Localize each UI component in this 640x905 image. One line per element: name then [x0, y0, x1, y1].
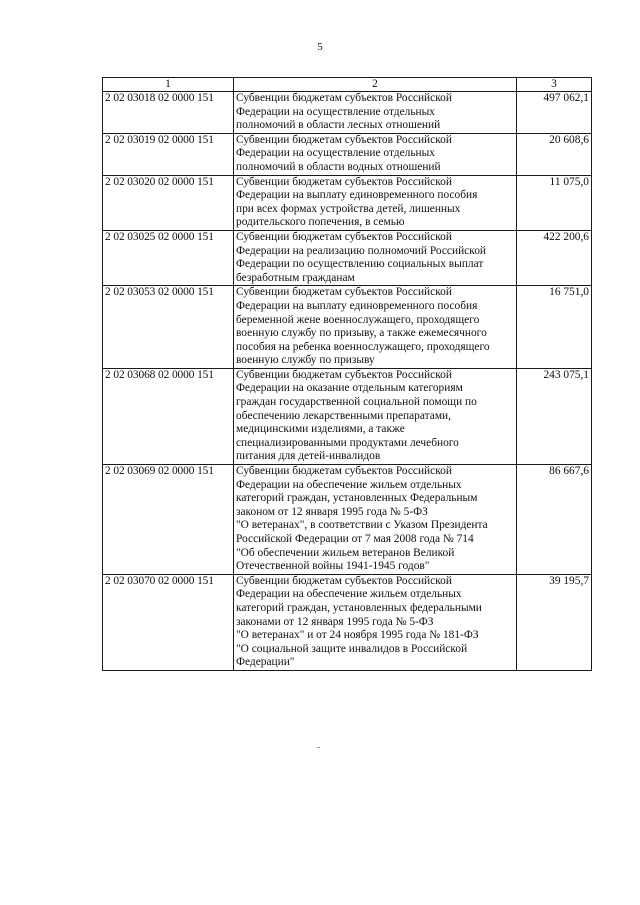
- amount-cell: 39 195,7: [517, 574, 592, 670]
- description-line: Федерации на выплату единовременного пособия: [236, 189, 478, 202]
- description-line: Субвенции бюджетам субъектов Российской: [236, 574, 452, 587]
- amount-cell: 16 751,0: [517, 286, 592, 369]
- description-line: Федерации на осуществление отдельных: [236, 105, 435, 118]
- description-line: Субвенции бюджетам субъектов Российской: [236, 286, 452, 299]
- description-line: Субвенции бюджетам субъектов Российской: [236, 368, 452, 381]
- table-body: [103, 92, 592, 671]
- description-line: безработным гражданам: [236, 271, 355, 284]
- description-line: питания для детей-инвалидов: [236, 450, 381, 463]
- amount-cell: 422 200,6: [517, 230, 592, 285]
- description-line: граждан государственной социальной помощи по: [236, 396, 477, 409]
- description-line: обеспечению лекарственными препаратами,: [236, 409, 451, 422]
- column-header-amount: 3: [517, 78, 592, 92]
- budget-code-cell: 2 02 03020 02 0000 151: [103, 175, 234, 230]
- description-line: "О ветеранах" и от 24 ноября 1995 года № 181-ФЗ: [236, 629, 479, 642]
- scan-mark: [317, 747, 320, 748]
- amount-cell: 497 062,1: [517, 92, 592, 134]
- description-line: полномочий в области лесных отношений: [236, 119, 441, 132]
- amount-cell: 20 608,6: [517, 133, 592, 175]
- description-cell: [234, 230, 517, 285]
- description-line: "Об обеспечении жильем ветеранов Великой: [236, 546, 455, 559]
- table-row: [103, 465, 592, 575]
- description-line: категорий граждан, установленных Федеральным: [236, 492, 478, 505]
- description-line: родительского попечения, в семью: [236, 216, 405, 229]
- description-line: Федерации на реализацию полномочий Российской: [236, 244, 486, 257]
- description-line: законом от 12 января 1995 года № 5-ФЗ: [236, 505, 428, 518]
- amount-cell: 86 667,6: [517, 465, 592, 575]
- description-line: Субвенции бюджетам субъектов Российской: [236, 465, 452, 478]
- description-line: Субвенции бюджетам субъектов Российской: [236, 92, 452, 104]
- column-header-description: 2: [234, 78, 517, 92]
- table-row: [103, 230, 592, 285]
- budget-code-cell: 2 02 03070 02 0000 151: [103, 574, 234, 670]
- description-line: Федерации на обеспечение жильем отдельных: [236, 478, 462, 491]
- table-row: [103, 133, 592, 175]
- amount-cell: 243 075,1: [517, 368, 592, 464]
- description-line: Российской Федерации от 7 мая 2008 года № 714: [236, 533, 474, 545]
- description-line: военную службу по призыву: [236, 354, 375, 367]
- description-line: Федерации на обеспечение жильем отдельных: [236, 588, 462, 601]
- budget-code-cell: 2 02 03053 02 0000 151: [103, 286, 234, 369]
- page-number: 5: [317, 41, 323, 53]
- description-line: "О социальной защите инвалидов в Российской: [236, 642, 468, 655]
- budget-code-cell: 2 02 03019 02 0000 151: [103, 133, 234, 175]
- description-line: законами от 12 января 1995 года № 5-ФЗ: [236, 615, 434, 628]
- description-line: категорий граждан, установленных федеральными: [236, 601, 482, 614]
- description-line: "О ветеранах", в соответствии с Указом Президента: [236, 519, 488, 532]
- amount-cell: 11 075,0: [517, 175, 592, 230]
- description-cell: [234, 286, 517, 369]
- description-line: Федерации на выплату единовременного пособия: [236, 299, 478, 312]
- description-line: специализированными продуктами лечебного: [236, 436, 459, 449]
- header-row: [103, 78, 592, 92]
- column-header-code: 1: [103, 78, 234, 92]
- description-cell: [234, 465, 517, 575]
- description-line: Субвенции бюджетам субъектов Российской: [236, 230, 452, 243]
- description-line: Федерации на осуществление отдельных: [236, 147, 435, 160]
- budget-code-cell: 2 02 03018 02 0000 151: [103, 92, 234, 134]
- description-line: медицинскими изделиями, а также: [236, 423, 405, 436]
- description-line: Федерации по осуществлению социальных выплат: [236, 258, 484, 271]
- description-line: Федерации": [236, 656, 295, 669]
- description-cell: [234, 574, 517, 670]
- table-row: [103, 574, 592, 670]
- table-row: [103, 286, 592, 369]
- description-cell: [234, 175, 517, 230]
- description-line: Отечественной войны 1941-1945 годов": [236, 560, 430, 573]
- description-cell: [234, 133, 517, 175]
- subventions-table: [102, 77, 592, 671]
- budget-code-cell: 2 02 03069 02 0000 151: [103, 465, 234, 575]
- description-line: Субвенции бюджетам субъектов Российской: [236, 133, 452, 146]
- description-line: Федерации на оказание отдельным категориям: [236, 382, 463, 395]
- table-row: [103, 92, 592, 134]
- description-cell: [234, 368, 517, 464]
- table-header: [103, 78, 592, 92]
- budget-code-cell: 2 02 03068 02 0000 151: [103, 368, 234, 464]
- description-cell: [234, 92, 517, 134]
- description-line: полномочий в области водных отношений: [236, 160, 441, 173]
- description-line: военную службу по призыву, а также ежемесячного: [236, 327, 487, 340]
- description-line: беременной жене военнослужащего, проходящего: [236, 313, 480, 326]
- description-line: Субвенции бюджетам субъектов Российской: [236, 175, 452, 188]
- table-row: [103, 175, 592, 230]
- description-line: пособия на ребенка военнослужащего, проходящего: [236, 340, 490, 353]
- table-row: [103, 368, 592, 464]
- budget-code-cell: 2 02 03025 02 0000 151: [103, 230, 234, 285]
- description-line: при всех формах устройства детей, лишенных: [236, 202, 461, 215]
